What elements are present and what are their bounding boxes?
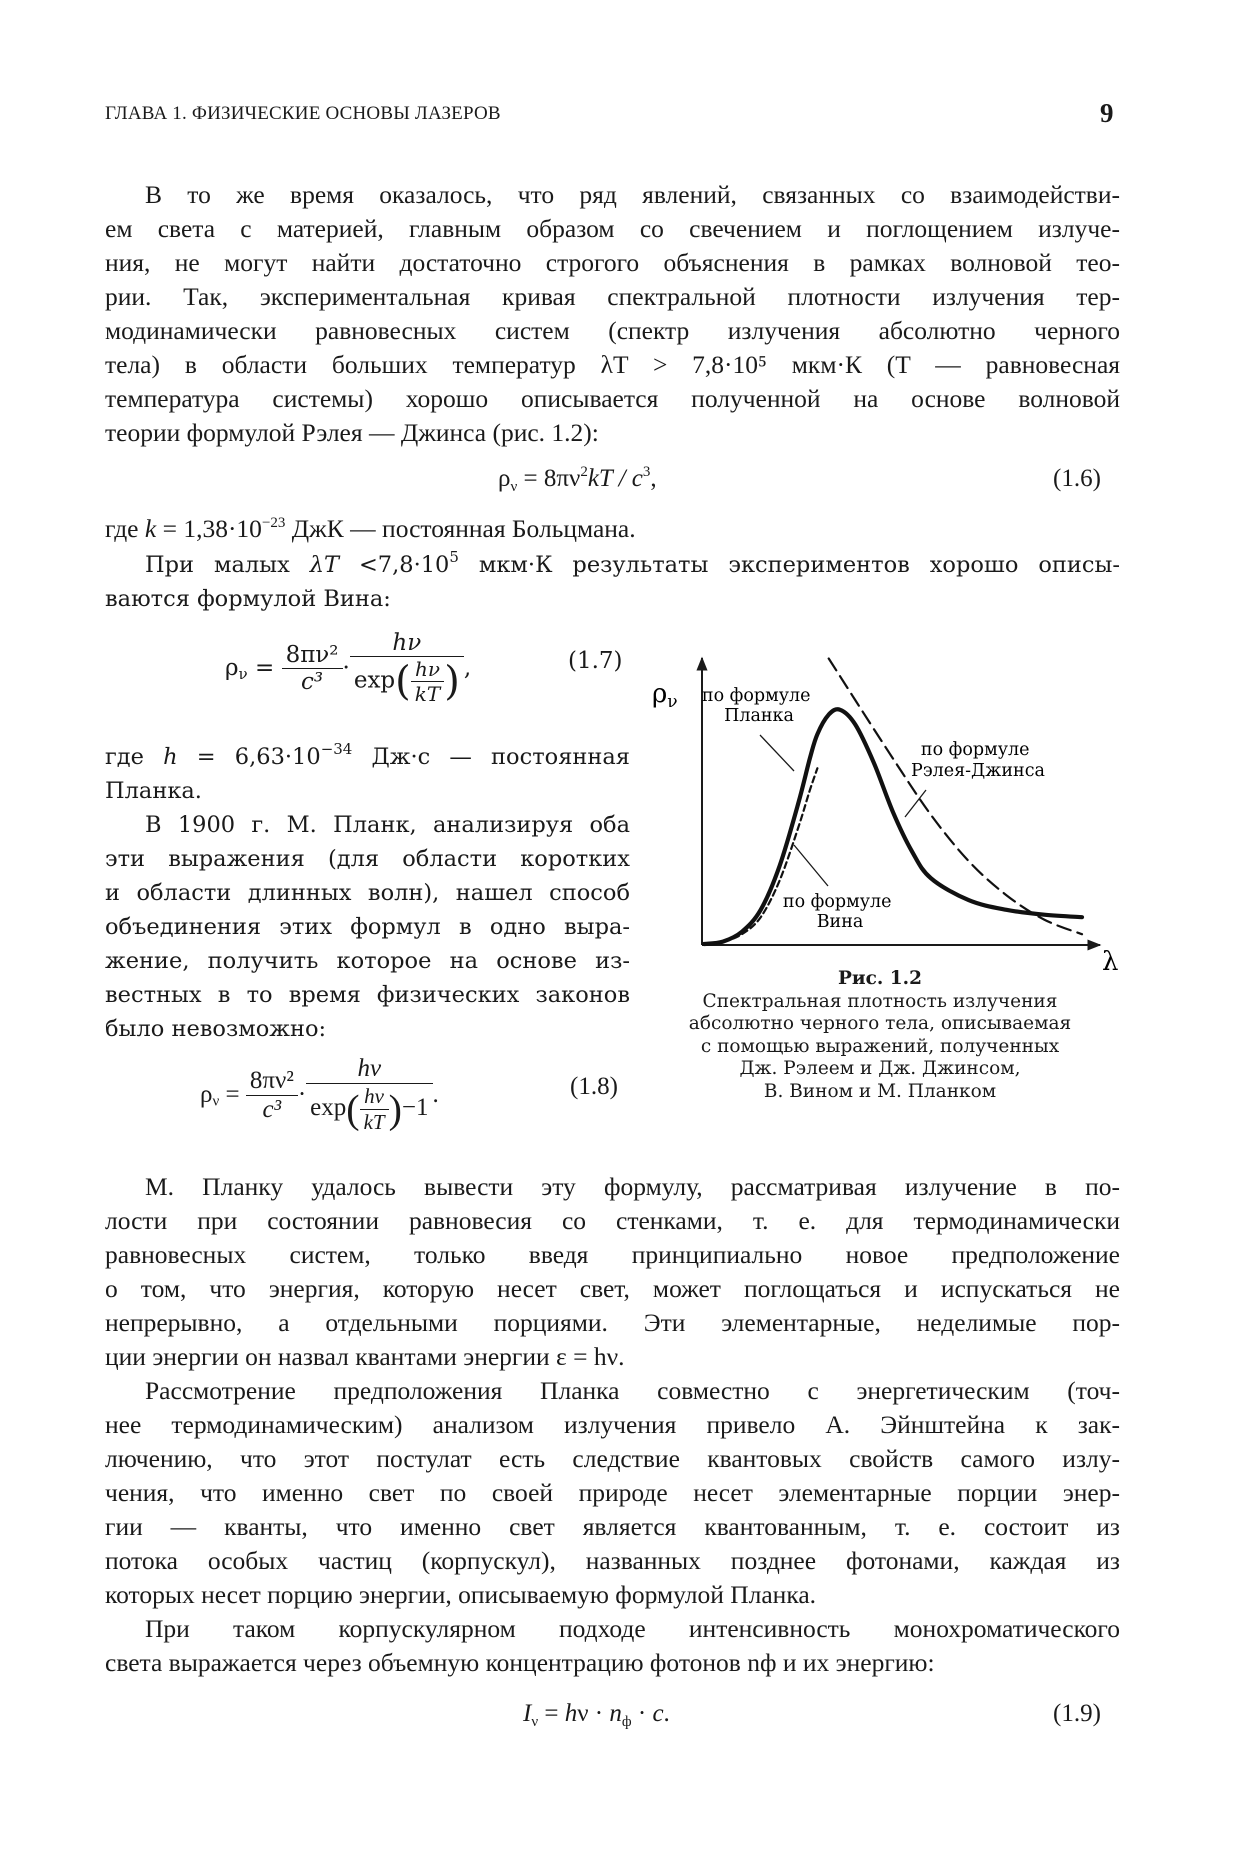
paragraph-2-line-2: ваются формулой Вина: <box>105 586 391 612</box>
text-line: потока особых частиц (корпускул), названных позднее фотонами, каждая из <box>105 1546 1120 1575</box>
eq-text: . <box>432 1081 439 1108</box>
text: где <box>105 514 145 543</box>
eq-text: = <box>254 655 275 681</box>
eq-symbol: n <box>609 1700 622 1727</box>
eq-subscript: ф <box>621 1714 632 1730</box>
text-line: тела) в области больших температур λT > 7,8·10⁵ мкм·К (T — равновесная <box>105 350 1120 379</box>
wien-leader-line <box>794 845 828 886</box>
numerator: 8πν² <box>282 642 343 669</box>
boltzmann-constant-line <box>105 512 1120 546</box>
eq-text: = <box>538 1700 565 1727</box>
text-line: и области длинных волн), нашел способ <box>105 880 630 906</box>
x-axis-label: λ <box>1102 947 1119 970</box>
equation-number-1-7: (1.7) <box>568 648 623 674</box>
text-line: нее термодинамическим) анализом излучения привело А. Эйнштейна к зак- <box>105 1410 1120 1439</box>
eq-superscript: 2 <box>580 464 588 480</box>
y-axis-label: ρν <box>652 679 678 712</box>
figure-label: Рис. 1.2 <box>838 968 922 989</box>
wien-label: по формуле Вина <box>782 892 892 932</box>
text-line: рии. Так, экспериментальная кривая спектральной плотности излучения тер- <box>105 282 1120 311</box>
eq-subscript: ν <box>510 479 518 495</box>
planck-constant-line <box>105 740 630 774</box>
numerator: hν <box>411 657 444 682</box>
fraction <box>350 630 464 706</box>
exp-label: exp <box>353 667 396 694</box>
eq-symbol: c <box>652 1700 664 1727</box>
fraction <box>306 1055 432 1135</box>
text-line: ем света с материей, главным образом со свечением и поглощением излуче- <box>105 214 1120 243</box>
text-line: которых несет порцию энергии, описываемую формулой Планка. <box>105 1580 817 1609</box>
numerator: hν <box>350 630 464 657</box>
text: где <box>105 744 164 770</box>
text-line: В то же время оказалось, что ряд явлений, связанных со взаимодействи- <box>145 180 1120 209</box>
figure-caption <box>640 968 1120 1103</box>
text: мкм·К результаты экспериментов хорошо описы- <box>458 552 1120 578</box>
eq-symbol: ρ <box>498 465 511 492</box>
equation-number-1-6: (1.6) <box>1053 465 1101 492</box>
page-number: 9 <box>1100 98 1114 128</box>
text-line: жение, получить которое на основе из- <box>105 948 630 974</box>
eq-subscript: ν <box>531 1714 539 1730</box>
symbol: λT <box>309 552 339 578</box>
figure-spectral-density-chart <box>640 640 1120 970</box>
numerator: hν <box>306 1055 432 1084</box>
equation-1-9 <box>523 1700 670 1728</box>
eq-superscript: 3 <box>642 464 651 480</box>
text: ДжК — постоянная Больцмана. <box>285 514 636 543</box>
text: <7,8·10 <box>339 552 450 578</box>
caption-line: абсолютно черного тела, описываемая <box>688 1013 1072 1034</box>
running-head: ГЛАВА 1. ФИЗИЧЕСКИЕ ОСНОВЫ ЛАЗЕРОВ <box>105 103 501 124</box>
numerator: hν <box>360 1084 389 1110</box>
eq-text: = 8πν <box>517 465 581 492</box>
eq-text: · <box>342 655 350 681</box>
text-line: о том, что энергия, которую несет свет, может поглощаться и испускаться не <box>105 1274 1120 1303</box>
text-line: ции энергии он назвал квантами энергии ε = hν. <box>105 1342 625 1371</box>
paragraph-2-line-1 <box>145 548 1120 582</box>
denominator: kT <box>414 682 441 706</box>
equation-1-6 <box>498 465 657 493</box>
text-line: теории формулой Рэлея — Джинса (рис. 1.2): <box>105 418 599 447</box>
text-line: чения, что именно свет по своей природе несет элементарные порции энер- <box>105 1478 1120 1507</box>
fraction <box>282 642 343 695</box>
eq-text: ν · <box>577 1700 610 1727</box>
exponent: −23 <box>261 515 286 531</box>
text-line: было невозможно: <box>105 1016 327 1042</box>
caption-line: В. Вином и М. Планком <box>763 1080 997 1102</box>
denominator: exp( $\frac{h\nu}{kT}$ ) <box>353 657 460 706</box>
rayleigh-jeans-label: по формуле Рэлея-Джинса <box>911 740 1045 781</box>
caption-line: Дж. Рэлеем и Дж. Джинсом, <box>739 1058 1021 1079</box>
text: = 1,38·10 <box>156 514 262 543</box>
equation-1-7 <box>225 630 471 706</box>
inner-fraction <box>411 657 444 706</box>
text-line: В 1900 г. М. Планк, анализируя оба <box>145 812 630 838</box>
text-line: непрерывно, а отдельными порциями. Эти элементарные, неделимые пор- <box>105 1308 1120 1337</box>
eq-subscript: ν <box>212 1093 220 1110</box>
exponent: 5 <box>449 548 459 566</box>
text-line: лости при состоянии равновесия со стенками, т. е. для термодинамически <box>105 1206 1120 1235</box>
eq-text: , <box>650 465 657 492</box>
denominator: c³ <box>262 1095 282 1123</box>
text: Дж·с — постоянная <box>352 744 630 770</box>
eq-text: , <box>463 655 472 681</box>
eq-text: · <box>631 1700 653 1727</box>
text-line: Рассмотрение предположения Планка совместно с энергетическим (точ- <box>145 1376 1120 1405</box>
text-line: лючению, что этот постулат есть следствие квантовых свойств самого излу- <box>105 1444 1120 1473</box>
text-line: эти выражения (для области коротких <box>105 846 630 872</box>
text-line: равновесных систем, только введя принципиально новое предположение <box>105 1240 1120 1269</box>
planck-leader-line <box>760 735 794 771</box>
numerator: 8πν² <box>246 1067 298 1096</box>
fraction <box>246 1067 298 1124</box>
equation-number-1-9: (1.9) <box>1053 1700 1101 1727</box>
eq-text: · <box>297 1081 307 1108</box>
caption-line: Спектральная плотность излучения <box>702 990 1058 1012</box>
planck-label: по формуле Планка <box>701 686 811 726</box>
eq-text: −1 <box>401 1094 429 1122</box>
text-line: объединения этих формул в одно выра- <box>105 914 630 940</box>
eq-text: = <box>225 1081 240 1108</box>
text-line: гии — кванты, что именно свет является квантованным, т. е. состоит из <box>105 1512 1120 1541</box>
text-line: М. Планку удалось вывести эту формулу, рассматривая излучение в по- <box>145 1172 1120 1201</box>
symbol: h <box>163 744 178 770</box>
text-line: ния, не могут найти достаточно строгого объяснения в рамках волновой тео- <box>105 248 1120 277</box>
text: При малых <box>145 552 310 578</box>
denominator: kT <box>363 1110 385 1134</box>
text-line: температура системы) хорошо описывается полученной на основе волновой <box>105 384 1120 413</box>
eq-symbol: h <box>564 1700 578 1727</box>
text: = 6,63·10 <box>177 744 321 770</box>
equation-1-8 <box>200 1055 439 1135</box>
exponent: −34 <box>320 740 353 758</box>
symbol: k <box>144 514 157 543</box>
eq-symbol: ρ <box>225 655 239 681</box>
denominator: exp( $\frac{h\nu}{kT}$ )−1 <box>310 1084 429 1134</box>
eq-subscript: ν <box>238 665 248 683</box>
exp-label: exp <box>310 1094 347 1122</box>
text-line: света выражается через объемную концентрацию фотонов nф и их энергию: <box>105 1648 935 1677</box>
eq-symbol: ρ <box>200 1081 213 1108</box>
planck-constant-line-2: Планка. <box>105 778 202 804</box>
eq-text: . <box>663 1700 670 1727</box>
inner-fraction <box>360 1084 389 1135</box>
caption-line: с помощью выражений, полученных <box>700 1035 1060 1057</box>
eq-text: kT / c <box>587 465 643 492</box>
text-line: При таком корпускулярном подходе интенсивность монохроматического <box>145 1614 1120 1643</box>
text-line: вестных в то время физических законов <box>105 982 630 1008</box>
denominator: c³ <box>300 668 324 695</box>
equation-number-1-8: (1.8) <box>570 1073 618 1100</box>
text-line: модинамически равновесных систем (спектр излучения абсолютно черного <box>105 316 1120 345</box>
eq-symbol: I <box>523 1700 532 1727</box>
